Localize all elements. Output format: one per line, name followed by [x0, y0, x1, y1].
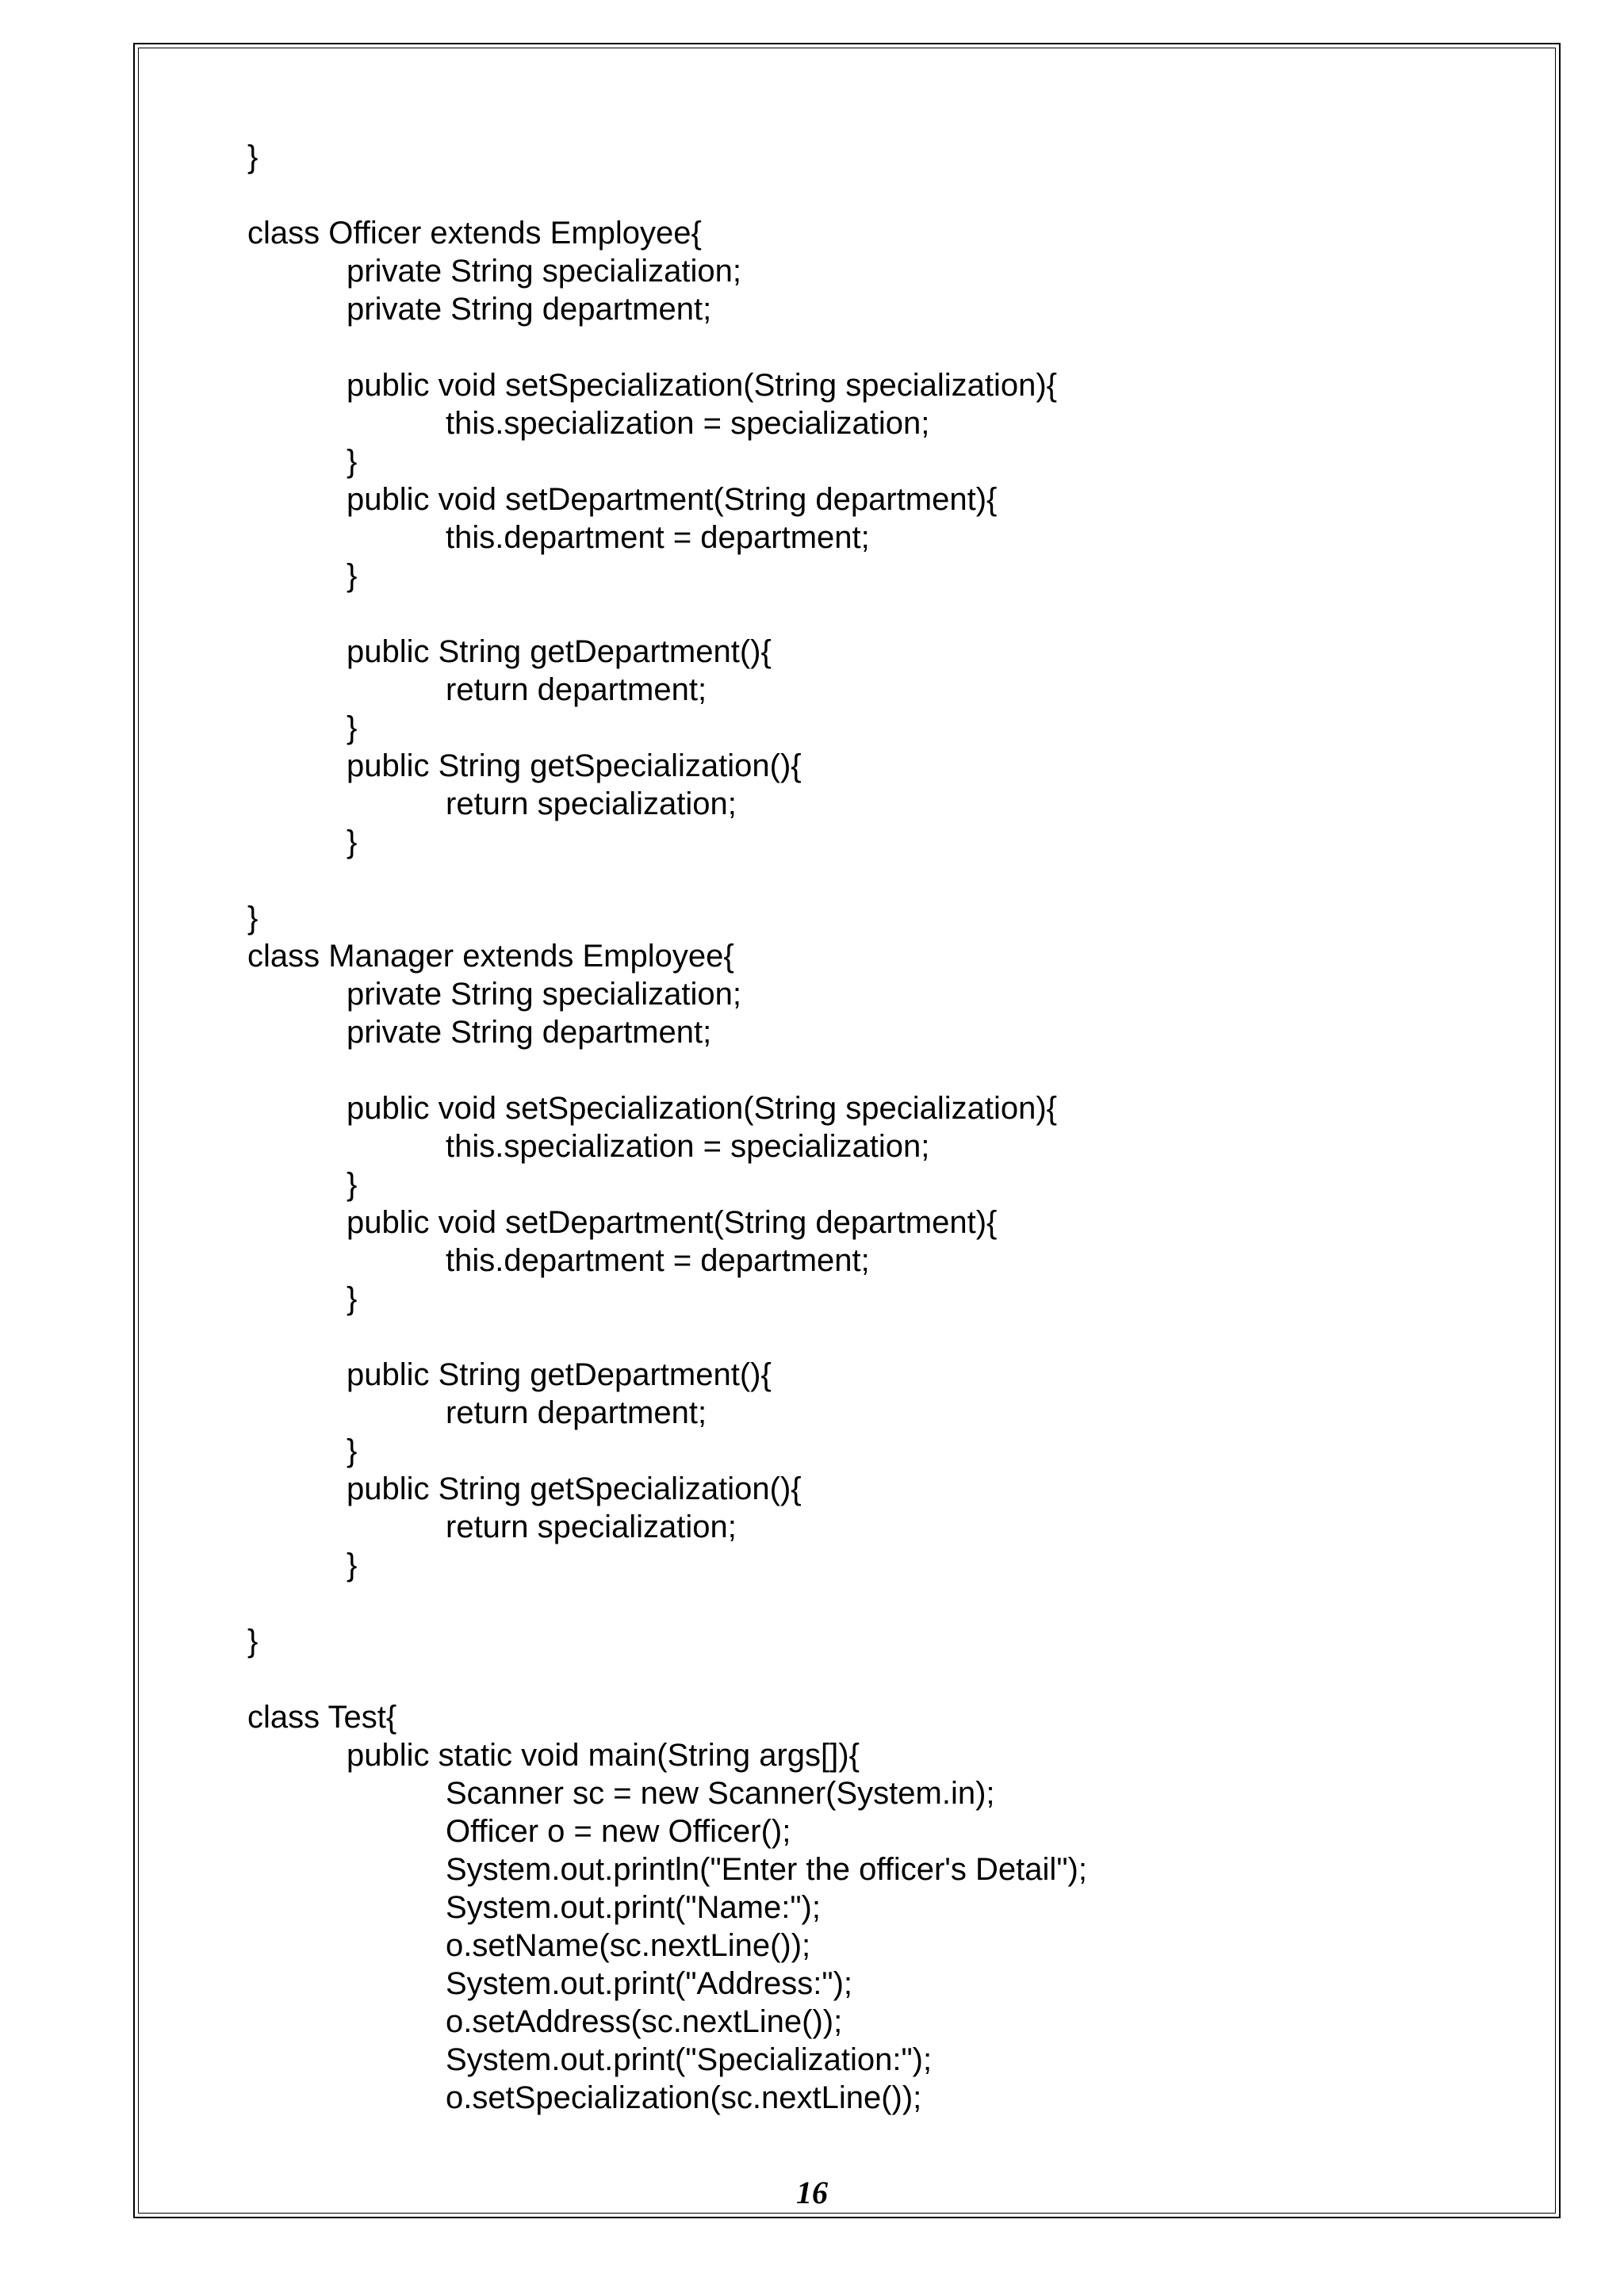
- code-line: }: [247, 901, 259, 936]
- code-line: }: [347, 1548, 358, 1582]
- code-line: }: [347, 1433, 358, 1468]
- code-line: public String getDepartment(){: [347, 634, 772, 669]
- code-line: [247, 1318, 1087, 1356]
- code-line: Officer o = new Officer();: [446, 1814, 791, 1849]
- code-line: Scanner sc = new Scanner(System.in);: [446, 1776, 995, 1811]
- code-line: }: [347, 558, 358, 593]
- code-line: o.setName(sc.nextLine());: [446, 1928, 811, 1963]
- code-line: this.specialization = specialization;: [446, 1129, 930, 1164]
- code-line: private String department;: [347, 292, 712, 327]
- code-line: return department;: [446, 1395, 707, 1430]
- code-line: }: [347, 1281, 358, 1316]
- code-line: [247, 861, 1087, 899]
- code-line: private String department;: [347, 1015, 712, 1050]
- code-line: public void setSpecialization(String specialization){: [347, 368, 1058, 403]
- code-line: [247, 176, 1087, 214]
- code-line: public void setDepartment(String department){: [347, 1205, 998, 1240]
- code-line: public String getDepartment(){: [347, 1357, 772, 1392]
- code-line: System.out.print("Name:");: [446, 1890, 821, 1925]
- code-line: }: [247, 1624, 259, 1659]
- code-line: public void setSpecialization(String specialization){: [347, 1091, 1058, 1126]
- code-line: public String getSpecialization(){: [347, 1471, 802, 1506]
- code-line: }: [347, 444, 358, 479]
- code-line: [247, 1584, 1087, 1622]
- code-line: [247, 1660, 1087, 1698]
- code-line: return specialization;: [446, 1510, 737, 1544]
- code-line: public void setDepartment(String department){: [347, 482, 998, 517]
- code-line: System.out.print("Specialization:");: [446, 2042, 933, 2077]
- code-line: class Manager extends Employee{: [247, 939, 734, 974]
- code-line: return department;: [446, 672, 707, 707]
- code-line: public String getSpecialization(){: [347, 748, 802, 783]
- code-line: System.out.print("Address:");: [446, 1966, 853, 2001]
- code-line: return specialization;: [446, 786, 737, 821]
- code-line: o.setSpecialization(sc.nextLine());: [446, 2080, 922, 2115]
- code-line: private String specialization;: [347, 254, 742, 289]
- code-listing: [247, 138, 1087, 2117]
- code-line: this.department = department;: [446, 520, 870, 555]
- code-line: this.department = department;: [446, 1243, 870, 1278]
- code-line: }: [347, 710, 358, 745]
- code-line: }: [247, 140, 259, 174]
- code-line: private String specialization;: [347, 977, 742, 1012]
- page-number: 16: [796, 2175, 828, 2210]
- code-line: this.specialization = specialization;: [446, 406, 930, 441]
- code-line: [247, 595, 1087, 633]
- code-line: [247, 1051, 1087, 1089]
- code-line: class Officer extends Employee{: [247, 216, 702, 251]
- code-line: o.setAddress(sc.nextLine());: [446, 2004, 843, 2039]
- code-line: }: [347, 825, 358, 859]
- code-line: class Test{: [247, 1700, 397, 1735]
- code-line: public static void main(String args[]){: [347, 1738, 860, 1773]
- code-line: System.out.println("Enter the officer's Detail");: [446, 1852, 1087, 1887]
- code-line: [247, 328, 1087, 366]
- code-line: }: [347, 1167, 358, 1202]
